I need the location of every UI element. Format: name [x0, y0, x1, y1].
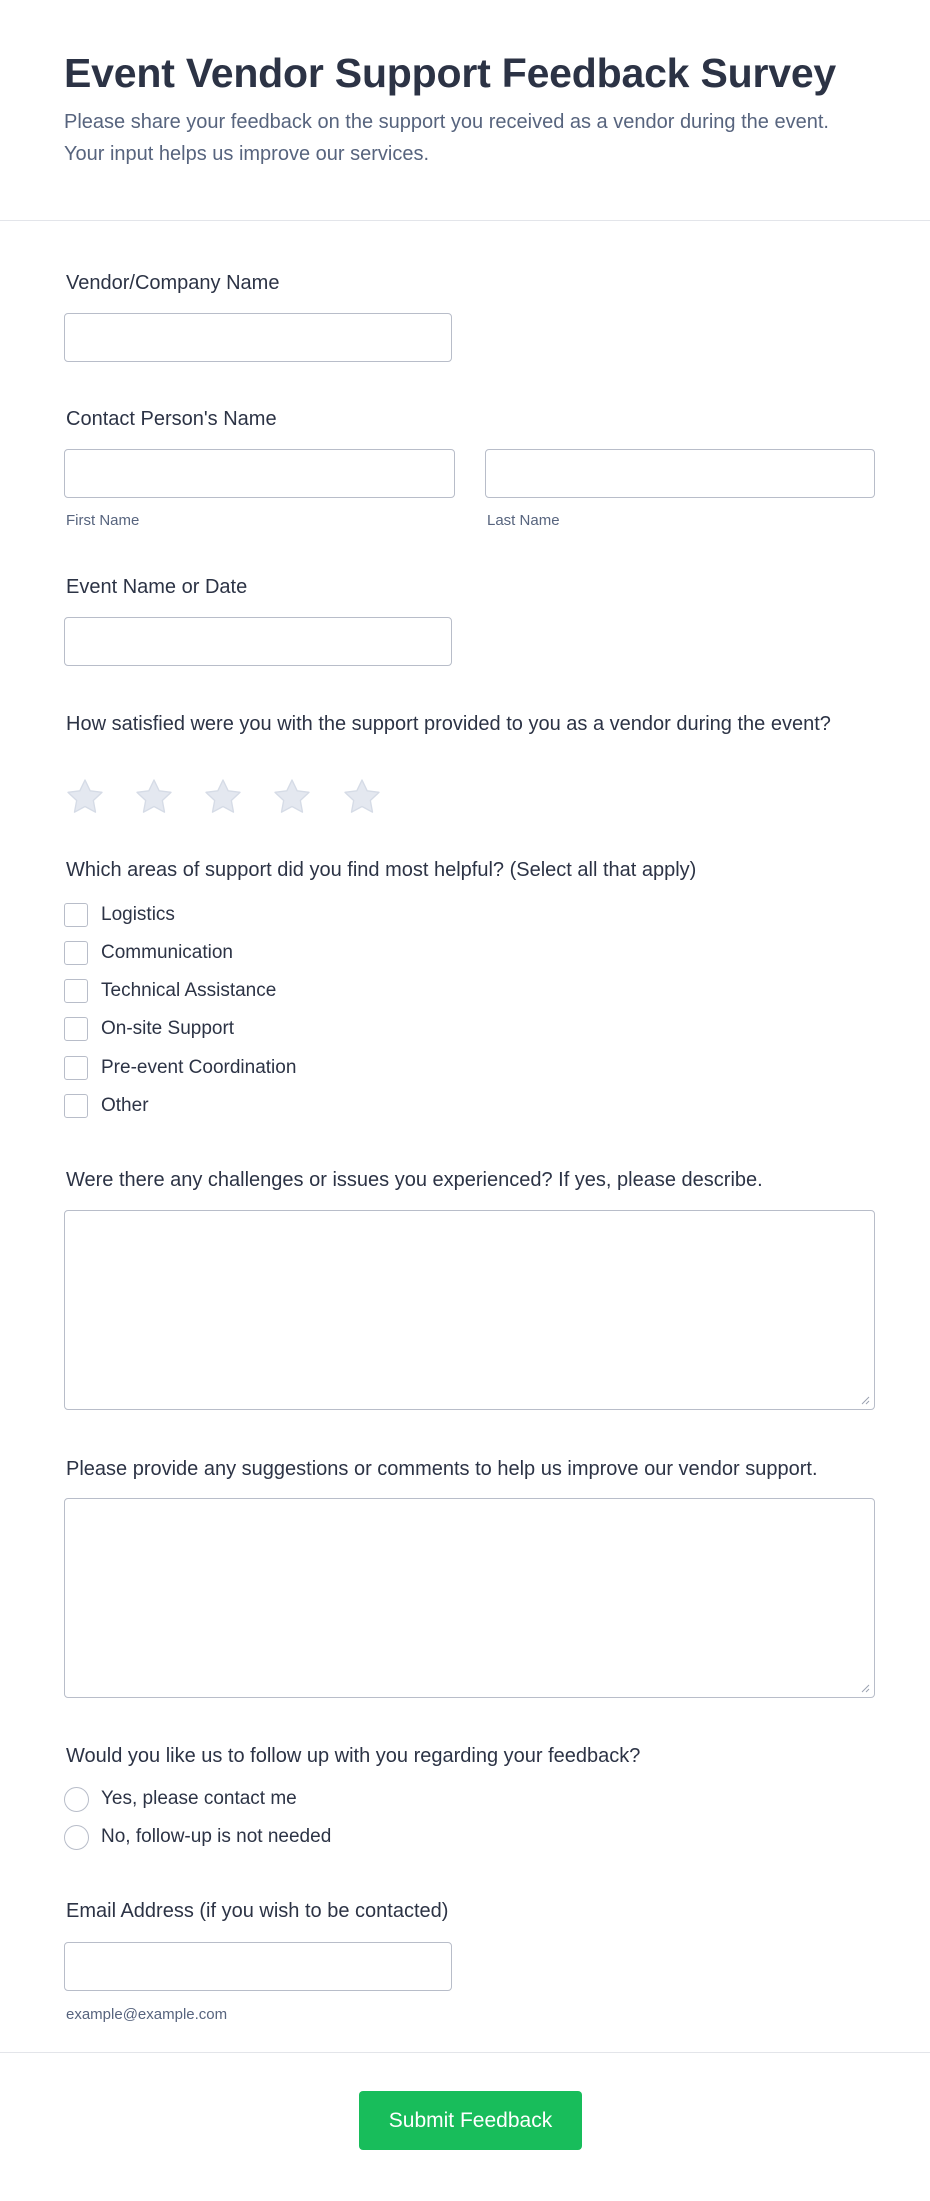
suggestions-textarea[interactable] — [64, 1498, 875, 1698]
helpful-areas-label: Which areas of support did you find most helpful? (Select all that apply) — [66, 859, 697, 881]
form-title: Event Vendor Support Feedback Survey — [64, 50, 837, 96]
resize-grip-icon[interactable] — [860, 1395, 870, 1405]
star-rating-4-icon[interactable] — [271, 777, 313, 817]
last-name-input[interactable] — [485, 449, 875, 498]
radio-option-label: No, follow-up is not needed — [101, 1826, 332, 1847]
first-name-input[interactable] — [64, 449, 455, 498]
star-rating-3-icon[interactable] — [202, 777, 244, 817]
star-rating-2-icon[interactable] — [133, 777, 175, 817]
radio-option-label: Yes, please contact me — [101, 1788, 297, 1809]
checkbox-option-label: Other — [101, 1095, 149, 1116]
checkbox-option-label: Pre-event Coordination — [101, 1057, 297, 1078]
star-rating-5-icon[interactable] — [341, 777, 383, 817]
contact-name-label: Contact Person's Name — [66, 408, 277, 430]
email-input[interactable] — [64, 1942, 452, 1991]
checkbox-option-label: On-site Support — [101, 1018, 235, 1039]
checkbox-option-label: Communication — [101, 942, 233, 963]
checkbox[interactable] — [64, 1094, 88, 1118]
checkbox[interactable] — [64, 1056, 88, 1080]
first-name-sublabel: First Name — [66, 512, 140, 529]
checkbox-option-label: Technical Assistance — [101, 980, 277, 1001]
email-sublabel: example@example.com — [66, 2006, 228, 2023]
last-name-sublabel: Last Name — [487, 512, 560, 529]
checkbox[interactable] — [64, 1017, 88, 1041]
form-footer — [0, 2052, 930, 2201]
email-label: Email Address (if you wish to be contacted) — [66, 1900, 449, 1922]
checkbox-option-label: Logistics — [101, 904, 175, 925]
form-description: Please share your feedback on the support you received as a vendor during the event. Your input helps us improve our services. — [64, 111, 829, 165]
satisfaction-label: How satisfied were you with the support provided to you as a vendor during the event? — [66, 713, 831, 735]
event-name-label: Event Name or Date — [66, 576, 248, 598]
form-header — [0, 0, 930, 221]
company-name-input[interactable] — [64, 313, 452, 362]
radio-button[interactable] — [64, 1787, 89, 1812]
challenges-textarea[interactable] — [64, 1210, 875, 1410]
event-name-input[interactable] — [64, 617, 452, 666]
checkbox[interactable] — [64, 941, 88, 965]
checkbox[interactable] — [64, 979, 88, 1003]
challenges-label: Were there any challenges or issues you experienced? If yes, please describe. — [66, 1169, 763, 1191]
submit-feedback-button[interactable]: Submit Feedback — [359, 2091, 582, 2150]
checkbox[interactable] — [64, 903, 88, 927]
star-rating-1-icon[interactable] — [64, 777, 106, 817]
radio-button[interactable] — [64, 1825, 89, 1850]
company-name-label: Vendor/Company Name — [66, 272, 280, 294]
suggestions-label: Please provide any suggestions or comments to help us improve our vendor support. — [66, 1458, 818, 1480]
follow-up-label: Would you like us to follow up with you regarding your feedback? — [66, 1745, 641, 1767]
resize-grip-icon[interactable] — [860, 1683, 870, 1693]
